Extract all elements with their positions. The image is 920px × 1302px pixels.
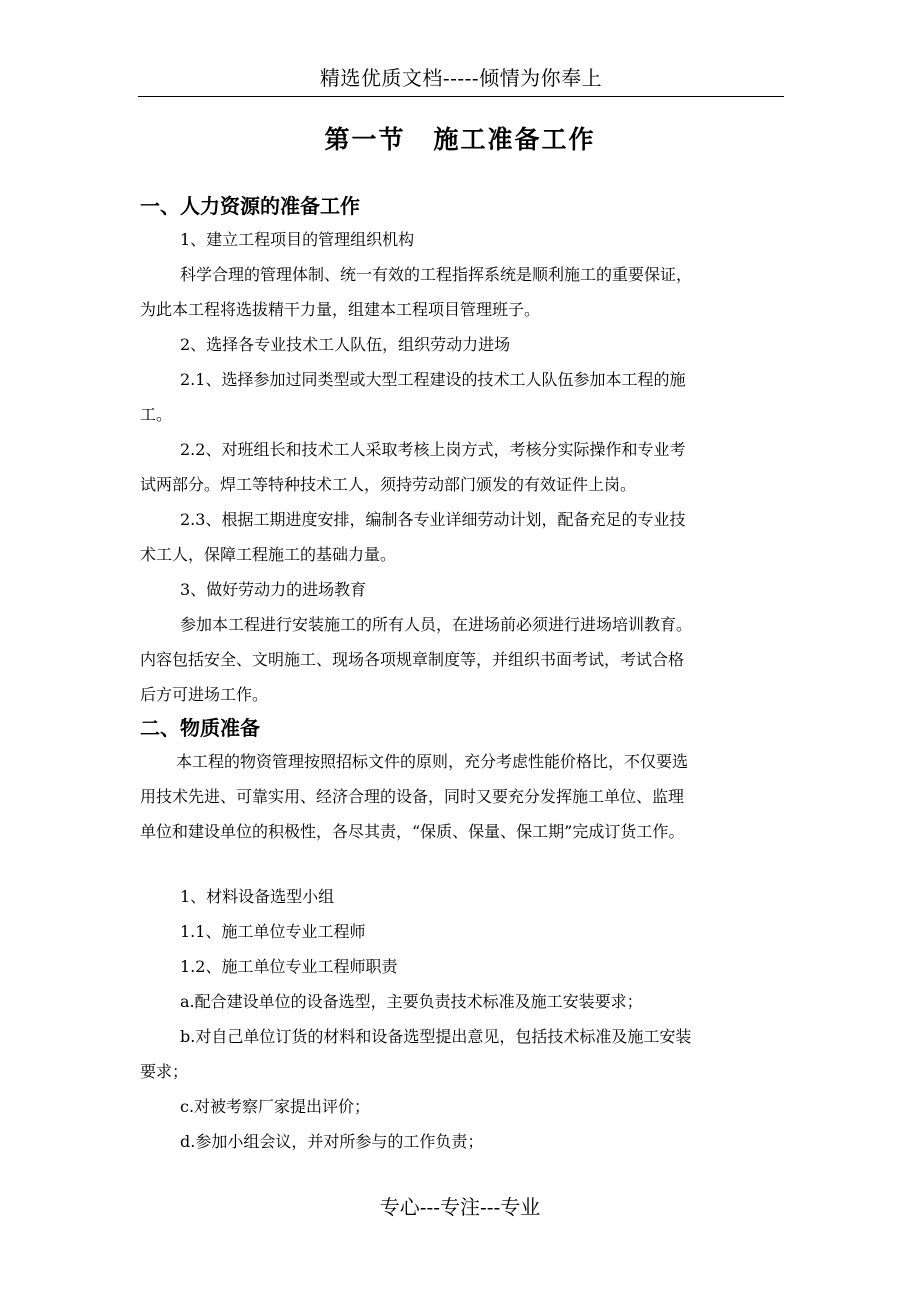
paragraph: 2.3、根据工期进度安排，编制各专业详细劳动计划，配备充足的专业技 <box>180 510 686 529</box>
paragraph: 3、做好劳动力的进场教育 <box>180 580 367 599</box>
paragraph: 后方可进场工作。 <box>140 685 269 704</box>
title-text: 施工准备工作 <box>433 125 596 154</box>
paragraph: 为此本工程将选拔精干力量，组建本工程项目管理班子。 <box>140 300 541 319</box>
section-heading-1: 一、人力资源的准备工作 <box>140 194 360 218</box>
page-footer: 专心---专注---专业 <box>379 1195 541 1219</box>
paragraph: 参加本工程进行安装施工的所有人员，在进场前必须进行进场培训教育。 <box>180 615 693 634</box>
paragraph: 内容包括安全、文明施工、现场各项规章制度等，并组织书面考试，考试合格 <box>140 650 685 669</box>
paragraph: 本工程的物资管理按照招标文件的原则，充分考虑性能价格比，不仅要选 <box>176 752 689 771</box>
paragraph: 1.2、施工单位专业工程师职责 <box>180 957 398 976</box>
paragraph: 科学合理的管理体制、统一有效的工程指挥系统是顺利施工的重要保证， <box>180 265 693 284</box>
page-header: 精选优质文档-----倾情为你奉上 <box>138 62 784 97</box>
document-body <box>140 190 790 1159</box>
paragraph: 1.1、施工单位专业工程师 <box>180 922 366 941</box>
page-title <box>0 120 920 160</box>
paragraph: 单位和建设单位的积极性，各尽其责，“保质、保量、保工期”完成订货工作。 <box>140 822 685 841</box>
paragraph: 试两部分。焊工等特种技术工人，须持劳动部门颁发的有效证件上岗。 <box>140 475 637 494</box>
paragraph: 2.1、选择参加过同类型或大型工程建设的技术工人队伍参加本工程的施 <box>180 370 686 389</box>
title-section-number: 第一节 <box>324 125 406 154</box>
paragraph: c.对被考察厂家提出评价； <box>180 1097 371 1116</box>
paragraph: 用技术先进、可靠实用、经济合理的设备，同时又要充分发挥施工单位、监理 <box>140 787 685 806</box>
paragraph: a.配合建设单位的设备选型，主要负责技术标准及施工安装要求； <box>180 992 643 1011</box>
paragraph: 2、选择各专业技术工人队伍，组织劳动力进场 <box>180 335 511 354</box>
paragraph: 工。 <box>140 405 173 424</box>
paragraph: 术工人，保障工程施工的基础力量。 <box>140 545 397 564</box>
paragraph: 2.2、对班组长和技术工人采取考核上岗方式，考核分实际操作和专业考 <box>180 440 686 459</box>
paragraph: 1、材料设备选型小组 <box>180 887 335 906</box>
paragraph: 1、建立工程项目的管理组织机构 <box>180 230 415 249</box>
paragraph: d.参加小组会议，并对所参与的工作负责； <box>180 1132 484 1151</box>
paragraph: b.对自己单位订货的材料和设备选型提出意见，包括技术标准及施工安装 <box>180 1027 692 1046</box>
paragraph: 要求； <box>140 1062 189 1081</box>
section-heading-2: 二、物质准备 <box>140 716 260 740</box>
